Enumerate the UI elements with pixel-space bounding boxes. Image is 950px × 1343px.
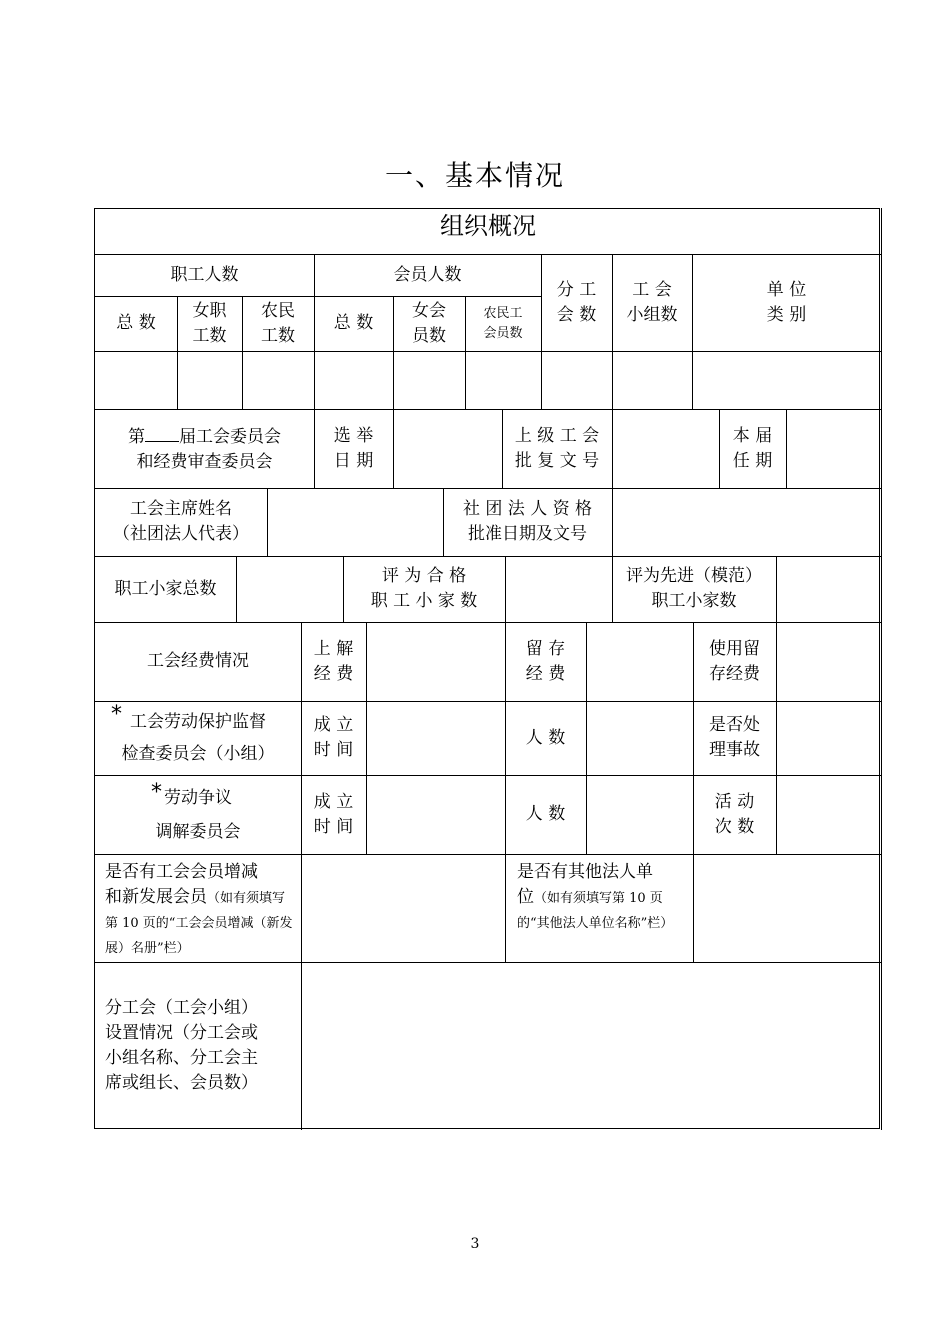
qualified-worker-home-label: 评 为 合 格 职 工 小 家 数: [370, 566, 478, 611]
safety-committee-label: 工会劳动保护监督 检查委员会（小组）: [121, 712, 275, 764]
committee-session-label: 第 届工会委员会 和经费审查委员会: [95, 409, 314, 488]
mediation-activities-label: 活 动 次 数: [714, 791, 755, 837]
branch-unions-header: 分 工 会 数: [556, 279, 597, 325]
total-workers-header: 总 数: [116, 313, 156, 333]
term-label: 本 届 任 期: [732, 425, 773, 471]
legal-status-label: 社 团 法 人 资 格 批准日期及文号: [462, 499, 593, 544]
page-number: 3: [470, 1236, 480, 1252]
unit-category-header: 单 位 类 别: [766, 279, 807, 325]
required-star: *: [111, 702, 122, 727]
approval-doc-label: 上 级 工 会 批 复 文 号: [514, 425, 600, 471]
worker-home-total-label: 职工小家总数: [114, 578, 217, 599]
remitted-funds-label: 上 解 经 费: [313, 638, 354, 684]
total-members-header: 总 数: [333, 313, 374, 333]
union-groups-header: 工 会 小组数: [626, 279, 678, 325]
chairman-name-label: 工会主席姓名 （社团法人代表）: [113, 499, 249, 544]
election-date-label: 选 举 日 期: [333, 425, 374, 471]
page-heading: 一、基本情况: [384, 159, 565, 192]
migrant-workers-header: 农民 工数: [261, 300, 295, 346]
membership-change-label: 是否有工会会员增减 和新发展会员（如有须填写第 10 页的“工会会员增减（新发展）名册”栏）: [105, 862, 293, 956]
used-funds-label: 使用留 存经费: [709, 638, 760, 684]
other-entities-label: 是否有其他法人单 位（如有须填写第 10 页的“其他法人单位名称”栏）: [517, 862, 674, 931]
safety-people-label: 人 数: [525, 727, 566, 748]
worker-count-header: 职工人数: [170, 264, 239, 285]
member-count-header: 会员人数: [393, 264, 462, 285]
advanced-worker-home-label: 评为先进（模范） 职工小家数: [626, 566, 762, 611]
branch-setup-label: 分工会（工会小组） 设置情况（分工会或 小组名称、分工会主 席或组长、会员数）: [105, 998, 258, 1093]
female-workers-header: 女职 工数: [192, 300, 227, 346]
union-funds-label: 工会经费情况: [147, 651, 249, 671]
mediation-people-label: 人 数: [525, 804, 566, 824]
mediation-committee-label: 劳动争议 调解委员会: [155, 787, 241, 842]
required-star: *: [151, 780, 162, 805]
safety-accidents-label: 是否处 理事故: [709, 715, 760, 760]
female-members-header: 女会 员数: [412, 300, 446, 346]
mediation-established-label: 成 立 时 间: [313, 791, 354, 837]
safety-established-label: 成 立 时 间: [313, 715, 354, 760]
organization-overview-form: [94, 208, 880, 1129]
retained-funds-label: 留 存 经 费: [525, 638, 566, 684]
form-title: 组织概况: [440, 211, 536, 240]
table-outer-rule: [881, 208, 882, 1130]
migrant-members-header: 农民工 会员数: [483, 305, 523, 341]
